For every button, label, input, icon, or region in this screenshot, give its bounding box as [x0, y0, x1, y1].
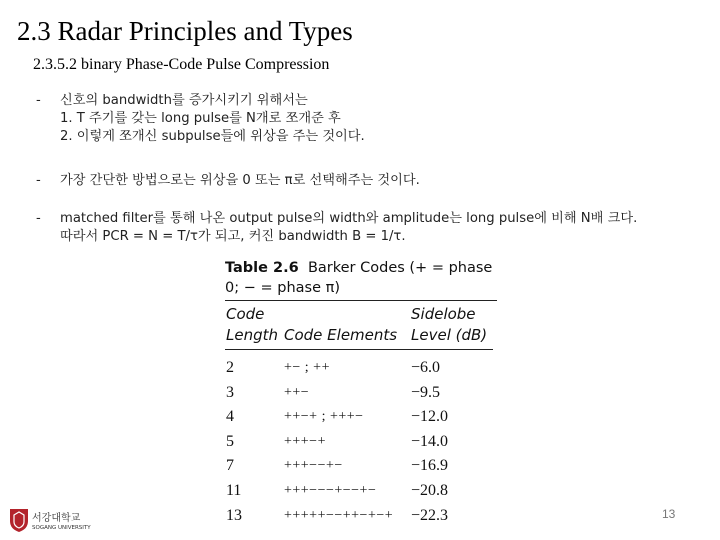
code-length-cell: 7: [226, 457, 234, 475]
header-level: Level (dB): [411, 326, 488, 344]
code-length-cell: 11: [226, 482, 242, 499]
page-number: 13: [662, 507, 676, 521]
bullet-bandwidth: [36, 92, 365, 146]
table-caption: [225, 258, 497, 298]
sidelobe-level-cell: −12.0: [411, 408, 449, 426]
bullet-line: 신호의 bandwidth를 증가시키기 위해서는: [60, 93, 308, 108]
code-elements-cell: +− ; ++: [284, 360, 330, 375]
bullet-matched-filter: [36, 210, 637, 246]
slide-subtitle: 2.3.5.2 binary Phase-Code Pulse Compression: [33, 56, 330, 73]
bullet-line: 가장 간단한 방법으로는 위상을 0 또는 π로 선택해주는 것이다.: [60, 173, 420, 188]
code-length-cell: 5: [226, 432, 234, 450]
bullet-line: 1. T 주기를 갖는 long pulse를 N개로 쪼개준 후: [60, 111, 341, 126]
code-elements-cell: +++−+: [284, 433, 326, 449]
table-caption-text: Barker Codes (+ = phase: [307, 260, 493, 276]
code-elements-cell: ++−+ ; +++−: [284, 409, 364, 425]
bullet-line: 2. 이렇게 쪼개신 subpulse들에 위상을 주는 것이다.: [60, 129, 365, 144]
code-elements-cell: +++−−+−: [284, 458, 343, 474]
bullet-dash: -: [36, 173, 41, 188]
table-header-rule: [225, 349, 493, 350]
header-length: Length: [226, 326, 279, 344]
bullet-dash: -: [36, 211, 41, 226]
logo-subtext: SOGANG UNIVERSITY: [32, 525, 91, 531]
sidelobe-level-cell: −20.8: [411, 482, 449, 499]
code-elements-cell: +++++−−++−+−+: [284, 507, 394, 523]
sidelobe-level-cell: −14.0: [411, 432, 449, 450]
code-length-cell: 4: [226, 408, 234, 426]
table-header: [225, 301, 497, 349]
barker-code-table: [225, 258, 497, 524]
sidelobe-level-cell: −22.3: [411, 506, 449, 524]
table-row: [225, 381, 497, 405]
table-caption-label: Table 2.6: [225, 260, 299, 276]
table-row: [225, 430, 497, 454]
bullet-phase: [36, 172, 420, 190]
bullet-line: 따라서 PCR = N = T/τ가 되고, 커진 bandwidth B = 1/τ.: [60, 229, 406, 244]
table-row: [225, 356, 497, 380]
code-length-cell: 13: [226, 506, 242, 524]
table-row: [225, 479, 497, 503]
code-length-cell: 3: [226, 383, 234, 401]
table-row: [225, 454, 497, 478]
table-row: [225, 504, 497, 528]
table-caption-text2: 0; − = phase π): [225, 280, 340, 296]
sidelobe-level-cell: −9.5: [411, 383, 441, 401]
bullet-dash: -: [36, 93, 41, 108]
university-logo: [8, 507, 98, 533]
sidelobe-level-cell: −16.9: [411, 457, 449, 475]
shield-icon: [10, 509, 28, 532]
code-length-cell: 2: [226, 359, 234, 376]
logo-text: 서강대학교: [32, 513, 81, 524]
header-sidelobe: Sidelobe: [411, 305, 476, 323]
header-code: Code: [226, 305, 265, 323]
header-code-elements: Code Elements: [284, 326, 398, 344]
table-row: [225, 405, 497, 429]
code-elements-cell: +++−−−+−−+−: [284, 483, 377, 498]
code-elements-cell: ++−: [284, 384, 310, 400]
sidelobe-level-cell: −6.0: [411, 359, 441, 376]
bullet-line: matched filter를 통해 나온 output pulse의 width와 amplitude는 long pulse에 비해 N배 크다.: [60, 211, 638, 226]
slide-title: 2.3 Radar Principles and Types: [17, 16, 353, 46]
